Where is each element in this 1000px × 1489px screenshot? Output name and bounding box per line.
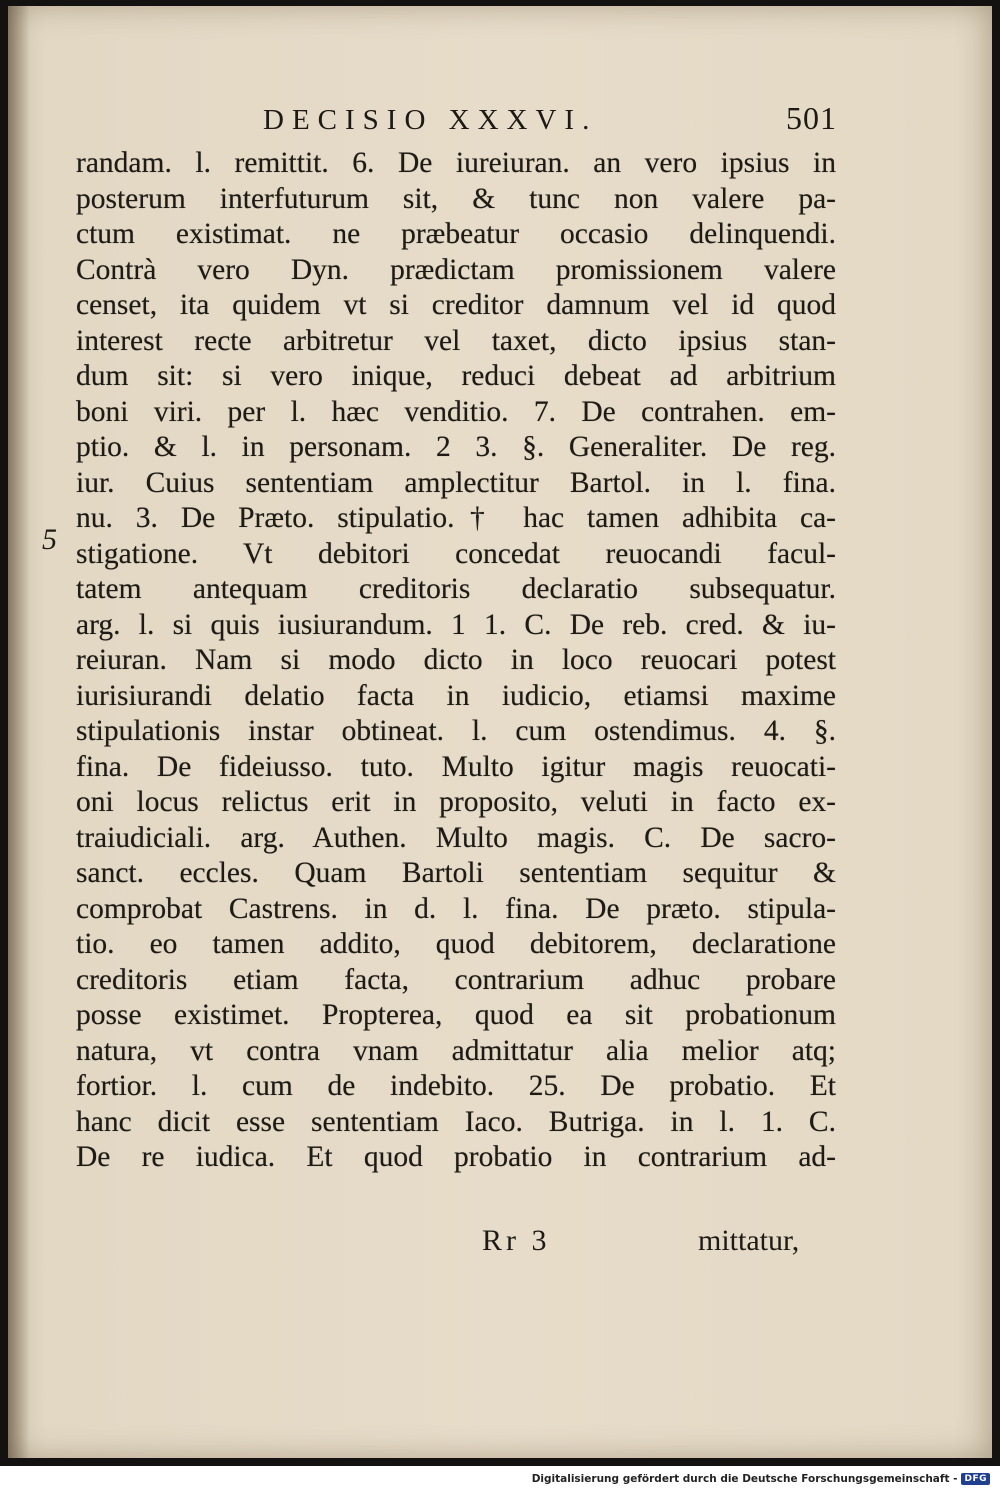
page-number: 501 <box>786 100 837 136</box>
book-page <box>8 6 992 1458</box>
margin-note: 5 <box>42 523 57 556</box>
text-block <box>76 146 836 1176</box>
catchword: mittatur, <box>698 1224 800 1257</box>
text-line: randam. l. remittit. 6. De iureiuran. an vero ipsius in <box>76 147 836 179</box>
text-line: natura, vt contra vnam admittatur alia melior atq; <box>76 1034 836 1067</box>
text-line: stipulationis instar obtineat. l. cum ostendimus. 4. §. <box>76 715 836 747</box>
text-line: boni viri. per l. hæc venditio. 7. De contrahen. em- <box>76 395 836 428</box>
text-line: Contrà vero Dyn. prædictam promissionem valere <box>76 253 836 286</box>
text-line: De re iudica. Et quod probatio in contrarium ad- <box>76 1141 836 1173</box>
text-line: arg. l. si quis iusiurandum. 1 1. C. De reb. cred. & iu- <box>76 608 836 641</box>
text-line: creditoris etiam facta, contrarium adhuc probare <box>76 963 836 996</box>
text-line: oni locus relictus erit in proposito, veluti in facto ex- <box>76 786 836 818</box>
text-line: traiudiciali. arg. Authen. Multo magis. C. De sacro- <box>76 821 836 854</box>
text-line: iur. Cuius sententiam amplectitur Bartol. in l. fina. <box>76 466 836 499</box>
text-line: fina. De fideiusso. tuto. Multo igitur magis reuocati- <box>76 750 836 783</box>
text-line: hanc dicit esse sententiam Iaco. Butriga. in l. 1. C. <box>76 1105 836 1138</box>
text-line: ptio. & l. in personam. 2 3. §. Generaliter. De reg. <box>76 431 836 463</box>
running-head: DECISIO XXXVI. <box>263 104 598 136</box>
text-line: nu. 3. De Præto. stipulatio.† hac tamen adhibita ca- <box>76 502 836 534</box>
dfg-logo-icon: DFG <box>961 1473 990 1485</box>
text-line: comprobat Castrens. in d. l. fina. De præto. stipula- <box>76 892 836 925</box>
funding-notice: Digitalisierung gefördert durch die Deutsche Forschungsgemeinschaft - <box>531 1473 958 1485</box>
text-line: dum sit: si vero inique, reduci debeat ad arbitrium <box>76 360 836 392</box>
signature-mark: Rr 3 <box>482 1224 551 1257</box>
text-line: ctum existimat. ne præbeatur occasio delinquendi. <box>76 218 836 250</box>
text-line: iurisiurandi delatio facta in iudicio, etiamsi maxime <box>76 679 836 712</box>
text-line: interest recte arbitretur vel taxet, dicto ipsius stan- <box>76 324 836 357</box>
text-line: posterum interfuturum sit, & tunc non valere pa- <box>76 182 836 215</box>
text-line: reiuran. Nam si modo dicto in loco reuocari potest <box>76 644 836 676</box>
text-line: tatem antequam creditoris declaratio subsequatur. <box>76 573 836 605</box>
binding-shadow <box>8 6 30 1458</box>
text-line: sanct. eccles. Quam Bartoli sententiam sequitur & <box>76 857 836 889</box>
text-line: tio. eo tamen addito, quod debitorem, declaratione <box>76 928 836 960</box>
funding-footer <box>532 1471 990 1487</box>
text-line: fortior. l. cum de indebito. 25. De probatio. Et <box>76 1070 836 1102</box>
text-line: stigatione. Vt debitori concedat reuocandi facul- <box>76 537 836 570</box>
text-line: posse existimet. Propterea, quod ea sit probationum <box>76 999 836 1031</box>
text-line: censet, ita quidem vt si creditor damnum vel id quod <box>76 289 836 321</box>
